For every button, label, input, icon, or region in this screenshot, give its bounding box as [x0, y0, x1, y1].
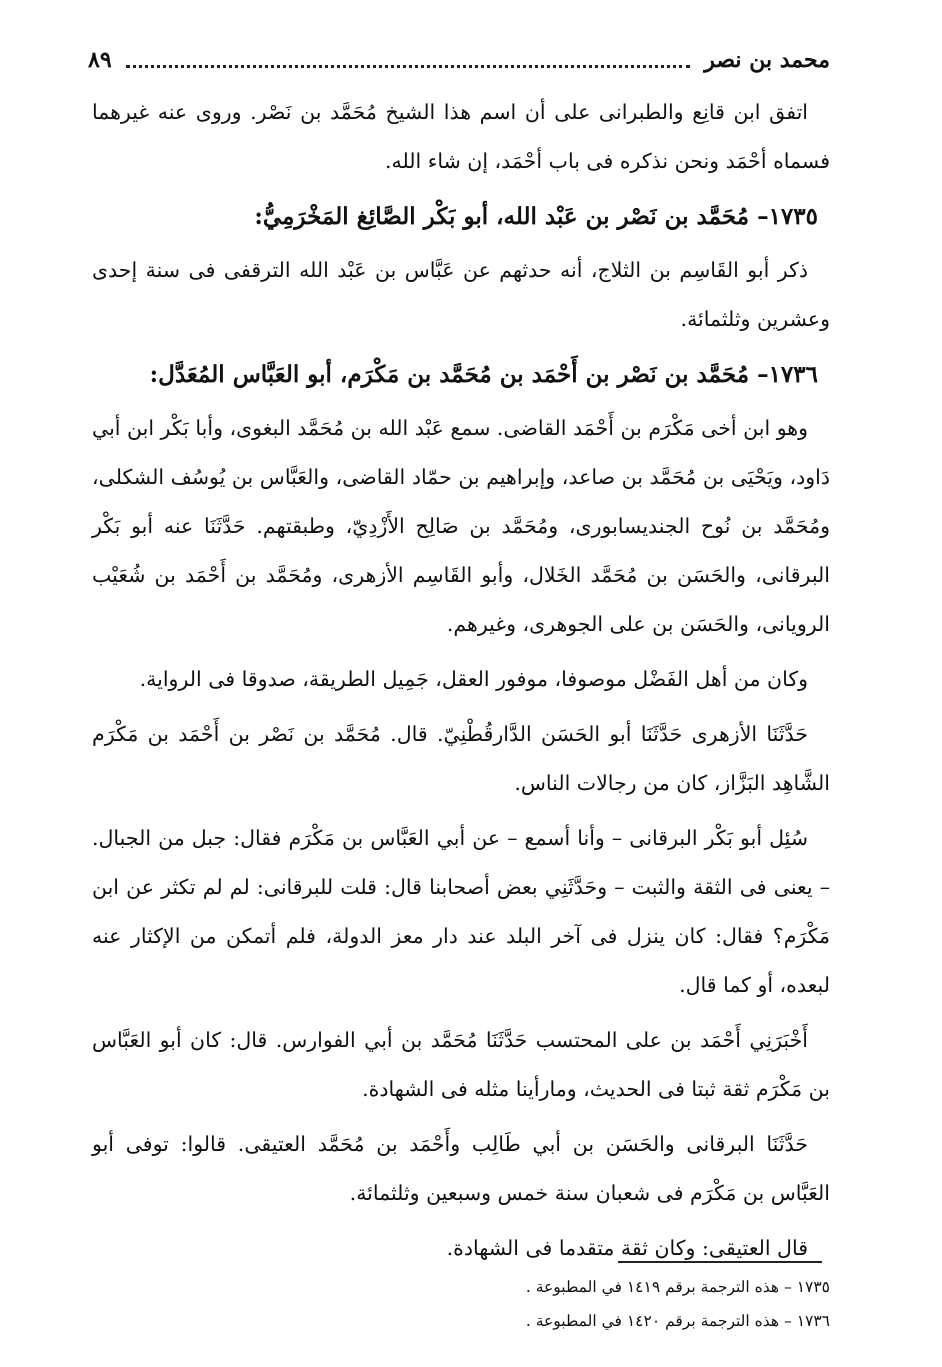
header-dot-leader	[126, 65, 691, 68]
paragraph-1735: ذكر أبو القَاسِم بن الثلاج، أنه حدثهم عن عَبَّاس بن عَبْد الله الترقفى فى سنة إحدى وعشرين وثلثمائة.	[92, 258, 830, 331]
paragraph-1736-character: وكان من أهل الفَضْل موصوفا، موفور العقل، جَمِيل الطريقة، صدوقا فى الرواية.	[139, 667, 808, 691]
paragraph-1736-daraqutni: حَدَّثَنَا الأزهرى حَدَّثَنَا أبو الحَسَن الدَّارقُطْنِيّ. قال. مُحَمَّد بن نَصْر بن أَحْمَد بن مَكْرَم الشَّاهِد البَزَّاز، كان من رجالات الناس.	[92, 722, 830, 795]
paragraph-intro: اتفق ابن قانِع والطبرانى على أن اسم هذا الشيخ مُحَمَّد بن نَصْر. وروى عنه غيرهما فسماه أحْمَد ونحن نذكره فى باب أحْمَد، إن شاء الله.	[92, 100, 830, 173]
running-title: محمد بن نصر	[704, 47, 830, 73]
paragraph-1736-death: حَدَّثَنَا البرقانى والحَسَن بن أبي طَالِب وأَحْمَد بن مُحَمَّد العتيقى. قالوا: توفى أبو العَبَّاس بن مَكْرَم فى شعبان سنة خمس وسبعين وثلثمائة.	[92, 1132, 830, 1205]
page-number: ٨٩	[88, 47, 112, 73]
paragraph-1736-teachers: وهو ابن أخى مَكْرَم بن أَحْمَد القاضى. سمع عَبْد الله بن مُحَمَّد البغوى، وأبا بَكْر ابن أبي دَاود، ويَحْيَى بن مُحَمَّد بن صاعد، وإبراهيم بن حمّاد القاضى، والعَبَّاس بن يُوسُف الشكلى، ومُحَمَّد بن نُوح الجنديسابورى، ومُحَمَّد بن صَالِح الأَزْدِيّ، وطبقتهم. حَدَّثَنَا عنه أبو بَكْر البرقانى، والحَسَن بن مُحَمَّد الخَلال، وأبو القَاسِم الأزهرى، ومُحَمَّد بن أَحْمَد بن شُعَيْب الرويانى، والحَسَن بن على الجوهرى، وغيرهم.	[92, 416, 830, 636]
footnote-separator	[618, 1261, 822, 1263]
footnotes	[300, 1270, 830, 1338]
entry-heading-1735: ١٧٣٥– مُحَمَّد بن نَصْر بن عَبْد الله، أبو بَكْر الصَّائِغ المَخْرَمِيُّ:	[254, 203, 818, 230]
body-text	[92, 88, 830, 1279]
entry-heading-1736: ١٧٣٦– مُحَمَّد بن نَصْر بن أَحْمَد بن مُحَمَّد بن مَكْرَم، أبو العَبَّاس المُعَدَّل:	[149, 361, 818, 388]
paragraph-1736-barqani: سُئِل أبو بَكْر البرقانى – وأنا أسمع – عن أبي العَبَّاس بن مَكْرَم فقال: جبل من الجبال. – يعنى فى الثقة والثبت – وحَدَّثَنِي بعض أصحابنا قال: قلت للبرقانى: لم لم تكثر عن ابن مَكْرَم؟ فقال: كان ينزل فى آخر البلد عند دار معز الدولة، فلم أتمكن من الإكثار عنه لبعده، أو كما قال.	[92, 826, 830, 997]
footnote-1735: ١٧٣٥ – هذه الترجمة برقم ١٤١٩ في المطبوعة .	[525, 1278, 830, 1296]
paragraph-1736-atiqi: قال العتيقى: وكان ثقة متقدما فى الشهادة.	[446, 1236, 808, 1260]
footnote-1736: ١٧٣٦ – هذه الترجمة برقم ١٤٢٠ في المطبوعة .	[525, 1312, 830, 1330]
page-header	[88, 40, 830, 80]
paragraph-1736-muhtasib: أَخْبَرَنِي أَحْمَد بن على المحتسب حَدَّثَنَا مُحَمَّد بن أبي الفوارس. قال: كان أبو العَبَّاس بن مَكْرَم ثقة ثبتا فى الحديث، ومارأينا مثله فى الشهادة.	[92, 1028, 830, 1101]
